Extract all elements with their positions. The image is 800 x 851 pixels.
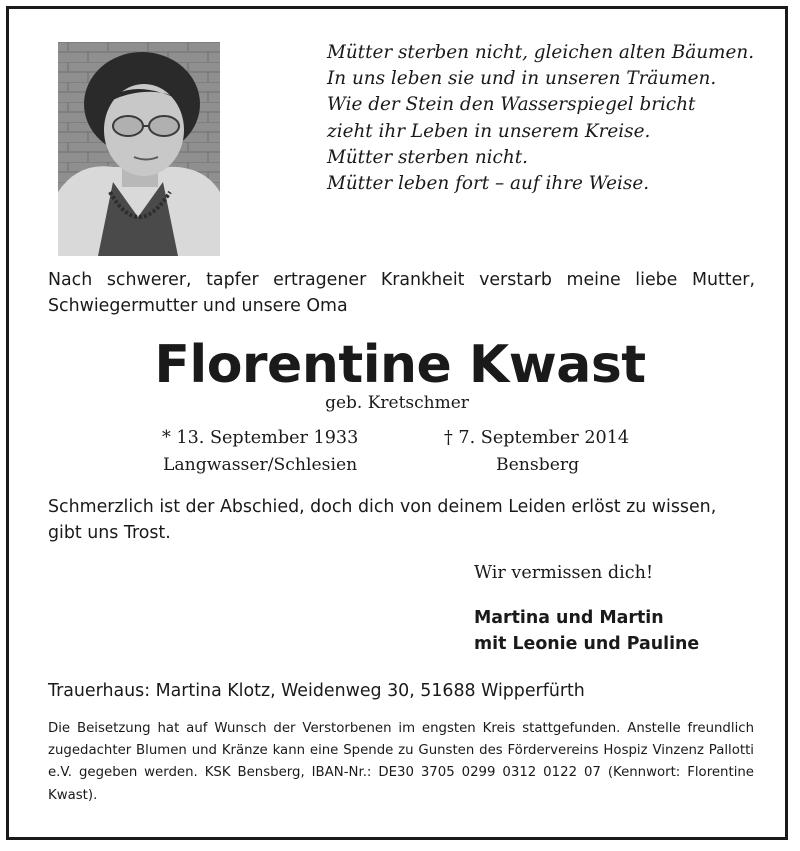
poem: [327, 40, 767, 197]
birth-name: geb. Kretschmer: [325, 393, 469, 413]
signer-line: mit Leonie und Pauline: [474, 634, 700, 654]
intro-text: Nach schwerer, tapfer ertragener Krankheit verstarb meine liebe Mutter, Schwiegermutter und unsere Oma: [48, 270, 755, 316]
death-place: Bensberg: [496, 455, 580, 475]
poem-line: In uns leben sie und in unseren Träumen.: [327, 68, 717, 90]
signers: [474, 605, 699, 657]
closing-line: Wir vermissen dich!: [474, 563, 654, 583]
funeral-notice: Die Beisetzung hat auf Wunsch der Verstorbenen im engsten Kreis stattgefunden. Anstelle freundlich zugedachter Blumen und Kränze kann eine Spende zu Gunsten des Fördervereins Hospiz Vinzenz Pallotti e.V. gegeben werden. KSK Bensberg, IBAN-Nr.: DE30 3705 0299 0312 0122 07 (Kennwort: Florentine Kwast).: [48, 721, 754, 803]
poem-line: Wie der Stein den Wasserspiegel bricht: [327, 94, 696, 116]
mourning-house: Trauerhaus: Martina Klotz, Weidenweg 30, 51688 Wipperfürth: [48, 681, 585, 701]
signer-line: Martina und Martin: [474, 608, 664, 628]
deceased-name: Florentine Kwast: [154, 335, 646, 395]
farewell-text: Schmerzlich ist der Abschied, doch dich von deinem Leiden erlöst zu wissen, gibt uns Trost.: [48, 497, 717, 543]
portrait-photo: [58, 42, 220, 256]
death-date: † 7. September 2014: [444, 428, 630, 448]
poem-line: zieht ihr Leben in unserem Kreise.: [327, 120, 651, 142]
poem-line: Mütter leben fort – auf ihre Weise.: [327, 173, 650, 195]
poem-line: Mütter sterben nicht.: [327, 146, 528, 168]
birth-place: Langwasser/Schlesien: [163, 455, 358, 475]
poem-line: Mütter sterben nicht, gleichen alten Bäumen.: [327, 42, 755, 63]
birth-date: * 13. September 1933: [162, 428, 359, 448]
